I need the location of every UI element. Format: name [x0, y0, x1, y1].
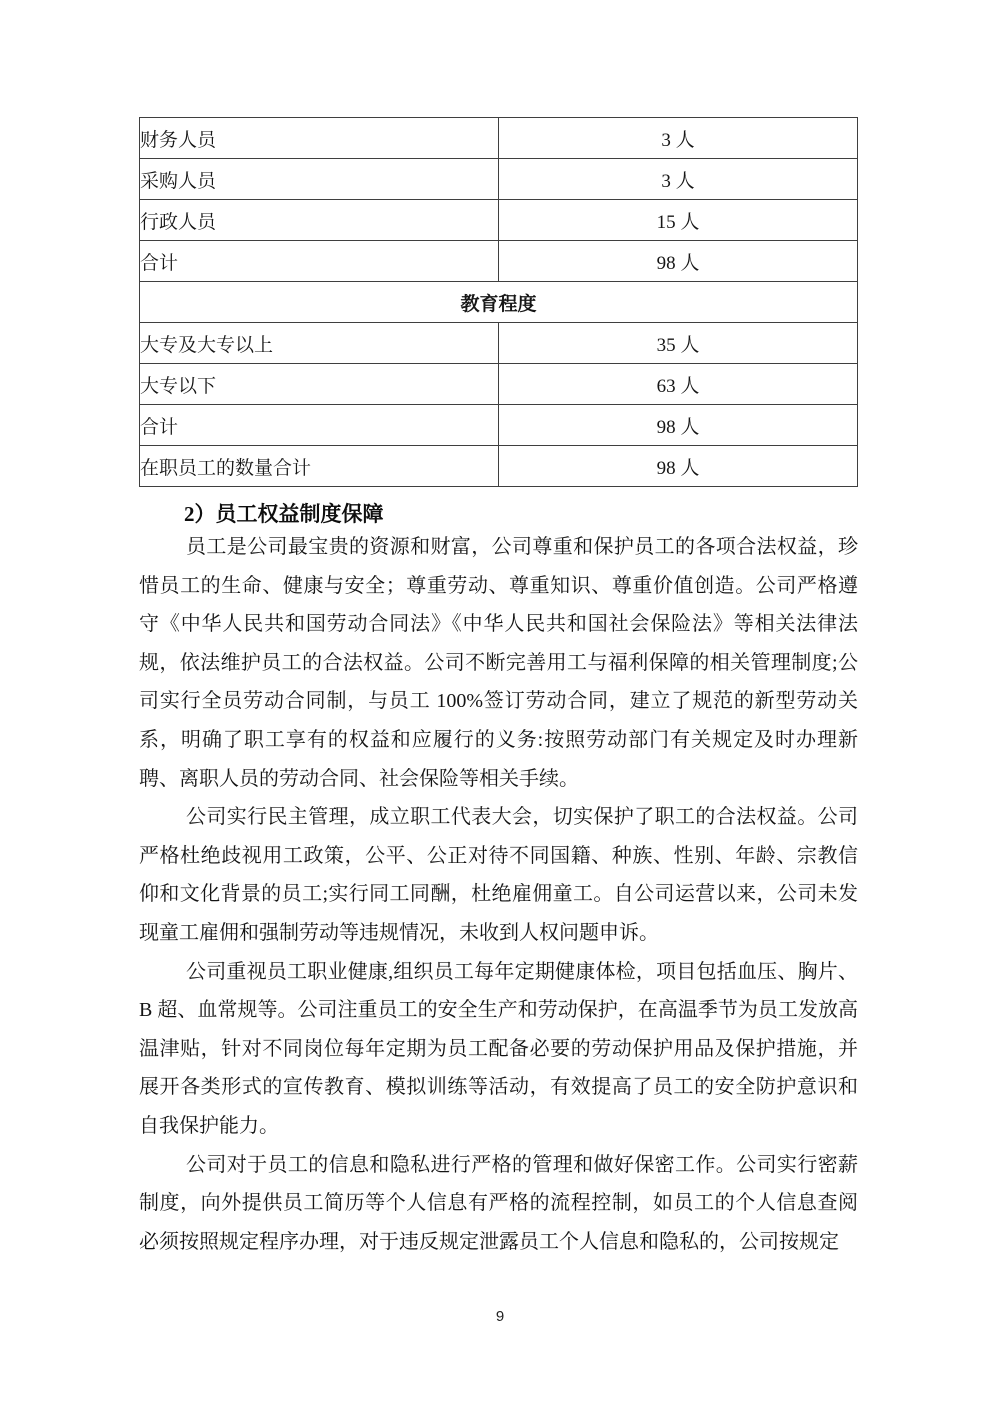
table-cell-value: 15 人 [499, 200, 858, 241]
page-number: 9 [495, 1308, 505, 1325]
table-row [140, 323, 858, 364]
table-row [140, 200, 858, 241]
table-cell-value: 98 人 [499, 405, 858, 446]
page-content [139, 117, 858, 1261]
table-cell-label: 大专及大专以上 [140, 323, 499, 364]
table-row [140, 405, 858, 446]
table-row [140, 159, 858, 200]
table-row [140, 364, 858, 405]
table-cell-value: 35 人 [499, 323, 858, 364]
paragraph: 员工是公司最宝贵的资源和财富，公司尊重和保护员工的各项合法权益，珍惜员工的生命、健康与安全；尊重劳动、尊重知识、尊重价值创造。公司严格遵守《中华人民共和国劳动合同法》《中华人民共和国社会保险法》等相关法律法规，依法维护员工的合法权益。公司不断完善用工与福利保障的相关管理制度;公司实行全员劳动合同制，与员工 100%签订劳动合同，建立了规范的新型劳动关系，明确了职工享有的权益和应履行的义务:按照劳动部门有关规定及时办理新聘、离职人员的劳动合同、社会保险等相关手续。 [139, 536, 858, 790]
table-row [140, 446, 858, 487]
table-cell-value: 98 人 [499, 446, 858, 487]
table-section-header: 教育程度 [140, 282, 858, 323]
table-cell-label: 合计 [140, 241, 499, 282]
table-row [140, 118, 858, 159]
table-cell-label: 在职员工的数量合计 [140, 446, 499, 487]
table-section-row [140, 282, 858, 323]
paragraph: 公司对于员工的信息和隐私进行严格的管理和做好保密工作。公司实行密薪制度，向外提供员工简历等个人信息有严格的流程控制，如员工的个人信息查阅必须按照规定程序办理，对于违反规定泄露员工个人信息和隐私的，公司按规定 [139, 1153, 858, 1253]
paragraph: 公司重视员工职业健康,组织员工每年定期健康体检，项目包括血压、胸片、B 超、血常规等。公司注重员工的安全生产和劳动保护，在高温季节为员工发放高温津贴，针对不同岗位每年定期为员工配备必要的劳动保护用品及保护措施，并展开各类形式的宣传教育、模拟训练等活动，有效提高了员工的安全防护意识和自我保护能力。 [139, 960, 858, 1137]
paragraph: 公司实行民主管理，成立职工代表大会，切实保护了职工的合法权益。公司严格杜绝歧视用工政策，公平、公正对待不同国籍、种族、性别、年龄、宗教信仰和文化背景的员工;实行同工同酬，杜绝雇佣童工。自公司运营以来，公司未发现童工雇佣和强制劳动等违规情况，未收到人权问题申诉。 [139, 806, 858, 944]
table-cell-value: 3 人 [499, 159, 858, 200]
table-cell-value: 3 人 [499, 118, 858, 159]
table-cell-label: 大专以下 [140, 364, 499, 405]
section-heading: 2）员工权益制度保障 [184, 502, 384, 526]
table-cell-label: 采购人员 [140, 159, 499, 200]
table-row [140, 241, 858, 282]
table-cell-value: 63 人 [499, 364, 858, 405]
table-cell-label: 合计 [140, 405, 499, 446]
staff-table [139, 117, 858, 487]
table-cell-label: 行政人员 [140, 200, 499, 241]
table-cell-value: 98 人 [499, 241, 858, 282]
table-cell-label: 财务人员 [140, 118, 499, 159]
